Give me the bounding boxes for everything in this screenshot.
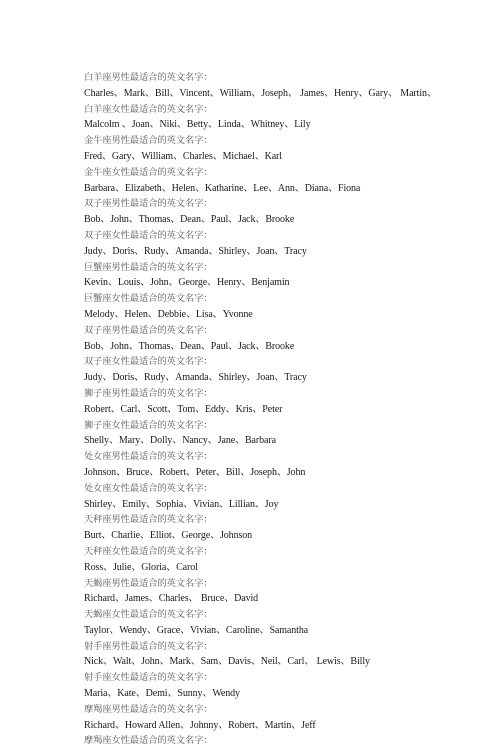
name-list: Ross、Julie、Gloria、Carol [84,561,198,573]
name-list: Richard、Howard Allen、Johnny、Robert、Martin、Jeff [84,719,316,731]
section-heading: 天秤座男性最适合的英文名字： [84,514,213,526]
section-heading: 白羊座男性最适合的英文名字： [84,72,213,83]
section-heading: 射手座女性最适合的英文名字： [84,672,213,684]
name-list: Shirley、Emily、Sophia、Vivian、Lillian、Joy [84,498,279,510]
name-list: Bob、John、Thomas、Dean、Paul、Jack、Brooke [84,214,295,226]
section-heading: 双子座女性最适合的英文名字： [84,229,213,241]
section-heading: 白羊座女性最适合的英文名字： [84,103,213,115]
name-list: Judy、Doris、Rudy、Amanda、Shirley、Joan、Tracy [84,372,307,384]
name-list: Charles、Mark、Bill、Vincent、William、Joseph、 James、Henry、Gary、 Martin、 [84,87,437,99]
name-list: Richard、James、Charles、 Bruce、David [84,593,259,605]
name-list: Melody、Helen、Debbie、Lisa、Yvonne [84,308,253,320]
name-list: Johnson、Bruce、Robert、Peter、Bill、Joseph、John [84,466,306,478]
section-heading: 狮子座女性最适合的英文名字： [84,419,213,431]
section-heading: 处女座男性最适合的英文名字： [84,451,213,463]
name-list: Shelly、Mary、Dolly、Nancy、Jane、Barbara [84,435,276,447]
section-heading: 双子座男性最适合的英文名字： [84,198,213,210]
section-heading: 摩羯座男性最适合的英文名字： [84,703,213,715]
name-list: Fred、Gary、William、Charles、Michael、Karl [84,150,282,162]
section-heading: 天秤座女性最适合的英文名字： [84,545,213,557]
section-heading: 天蝎座男性最适合的英文名字： [84,577,213,589]
section-heading: 狮子座男性最适合的英文名字： [84,387,213,399]
name-list: Nick、Walt、John、Mark、Sam、Davis、Neil、Carl、 Lewis、Billy [84,656,370,668]
name-list: Kevin、Louis、John、George、Henry、Benjamin [84,277,290,289]
section-heading: 双子座女性最适合的英文名字： [84,356,213,368]
section-heading: 金牛座男性最适合的英文名字： [84,135,213,147]
section-heading: 巨蟹座男性最适合的英文名字： [84,261,213,273]
section-heading: 双子座男性最适合的英文名字： [84,324,213,336]
section-heading: 射手座男性最适合的英文名字： [84,640,213,652]
section-heading: 巨蟹座女性最适合的英文名字： [84,293,213,305]
name-list: Malcolm 、Joan、Niki、Betty、Linda、Whitney、Lily [84,119,311,131]
name-list: Taylor、Wendy、Grace、Vivian、Caroline、Samantha [84,624,309,636]
name-list: Burt、Charlie、Elliot、George、Johnson [84,530,253,542]
section-heading: 摩羯座女性最适合的英文名字： [84,735,213,747]
document-body [84,70,484,749]
section-heading: 天蝎座女性最适合的英文名字： [84,609,213,621]
name-list: Bob、John、Thomas、Dean、Paul、Jack、Brooke [84,340,295,352]
name-list: Maria、Kate、Demi、Sunny、Wendy [84,688,240,700]
name-list: Barbara、Elizabeth、Helen、Katharine、Lee、Ann、Diana、Fiona [84,182,361,194]
name-list: Robert、Carl、Scott、Tom、Eddy、Kris、Peter [84,403,283,415]
name-list: Judy、Doris、Rudy、Amanda、Shirley、Joan、Tracy [84,245,307,257]
section-heading: 处女座女性最适合的英文名字： [84,482,213,494]
section-heading: 金牛座女性最适合的英文名字： [84,166,213,178]
